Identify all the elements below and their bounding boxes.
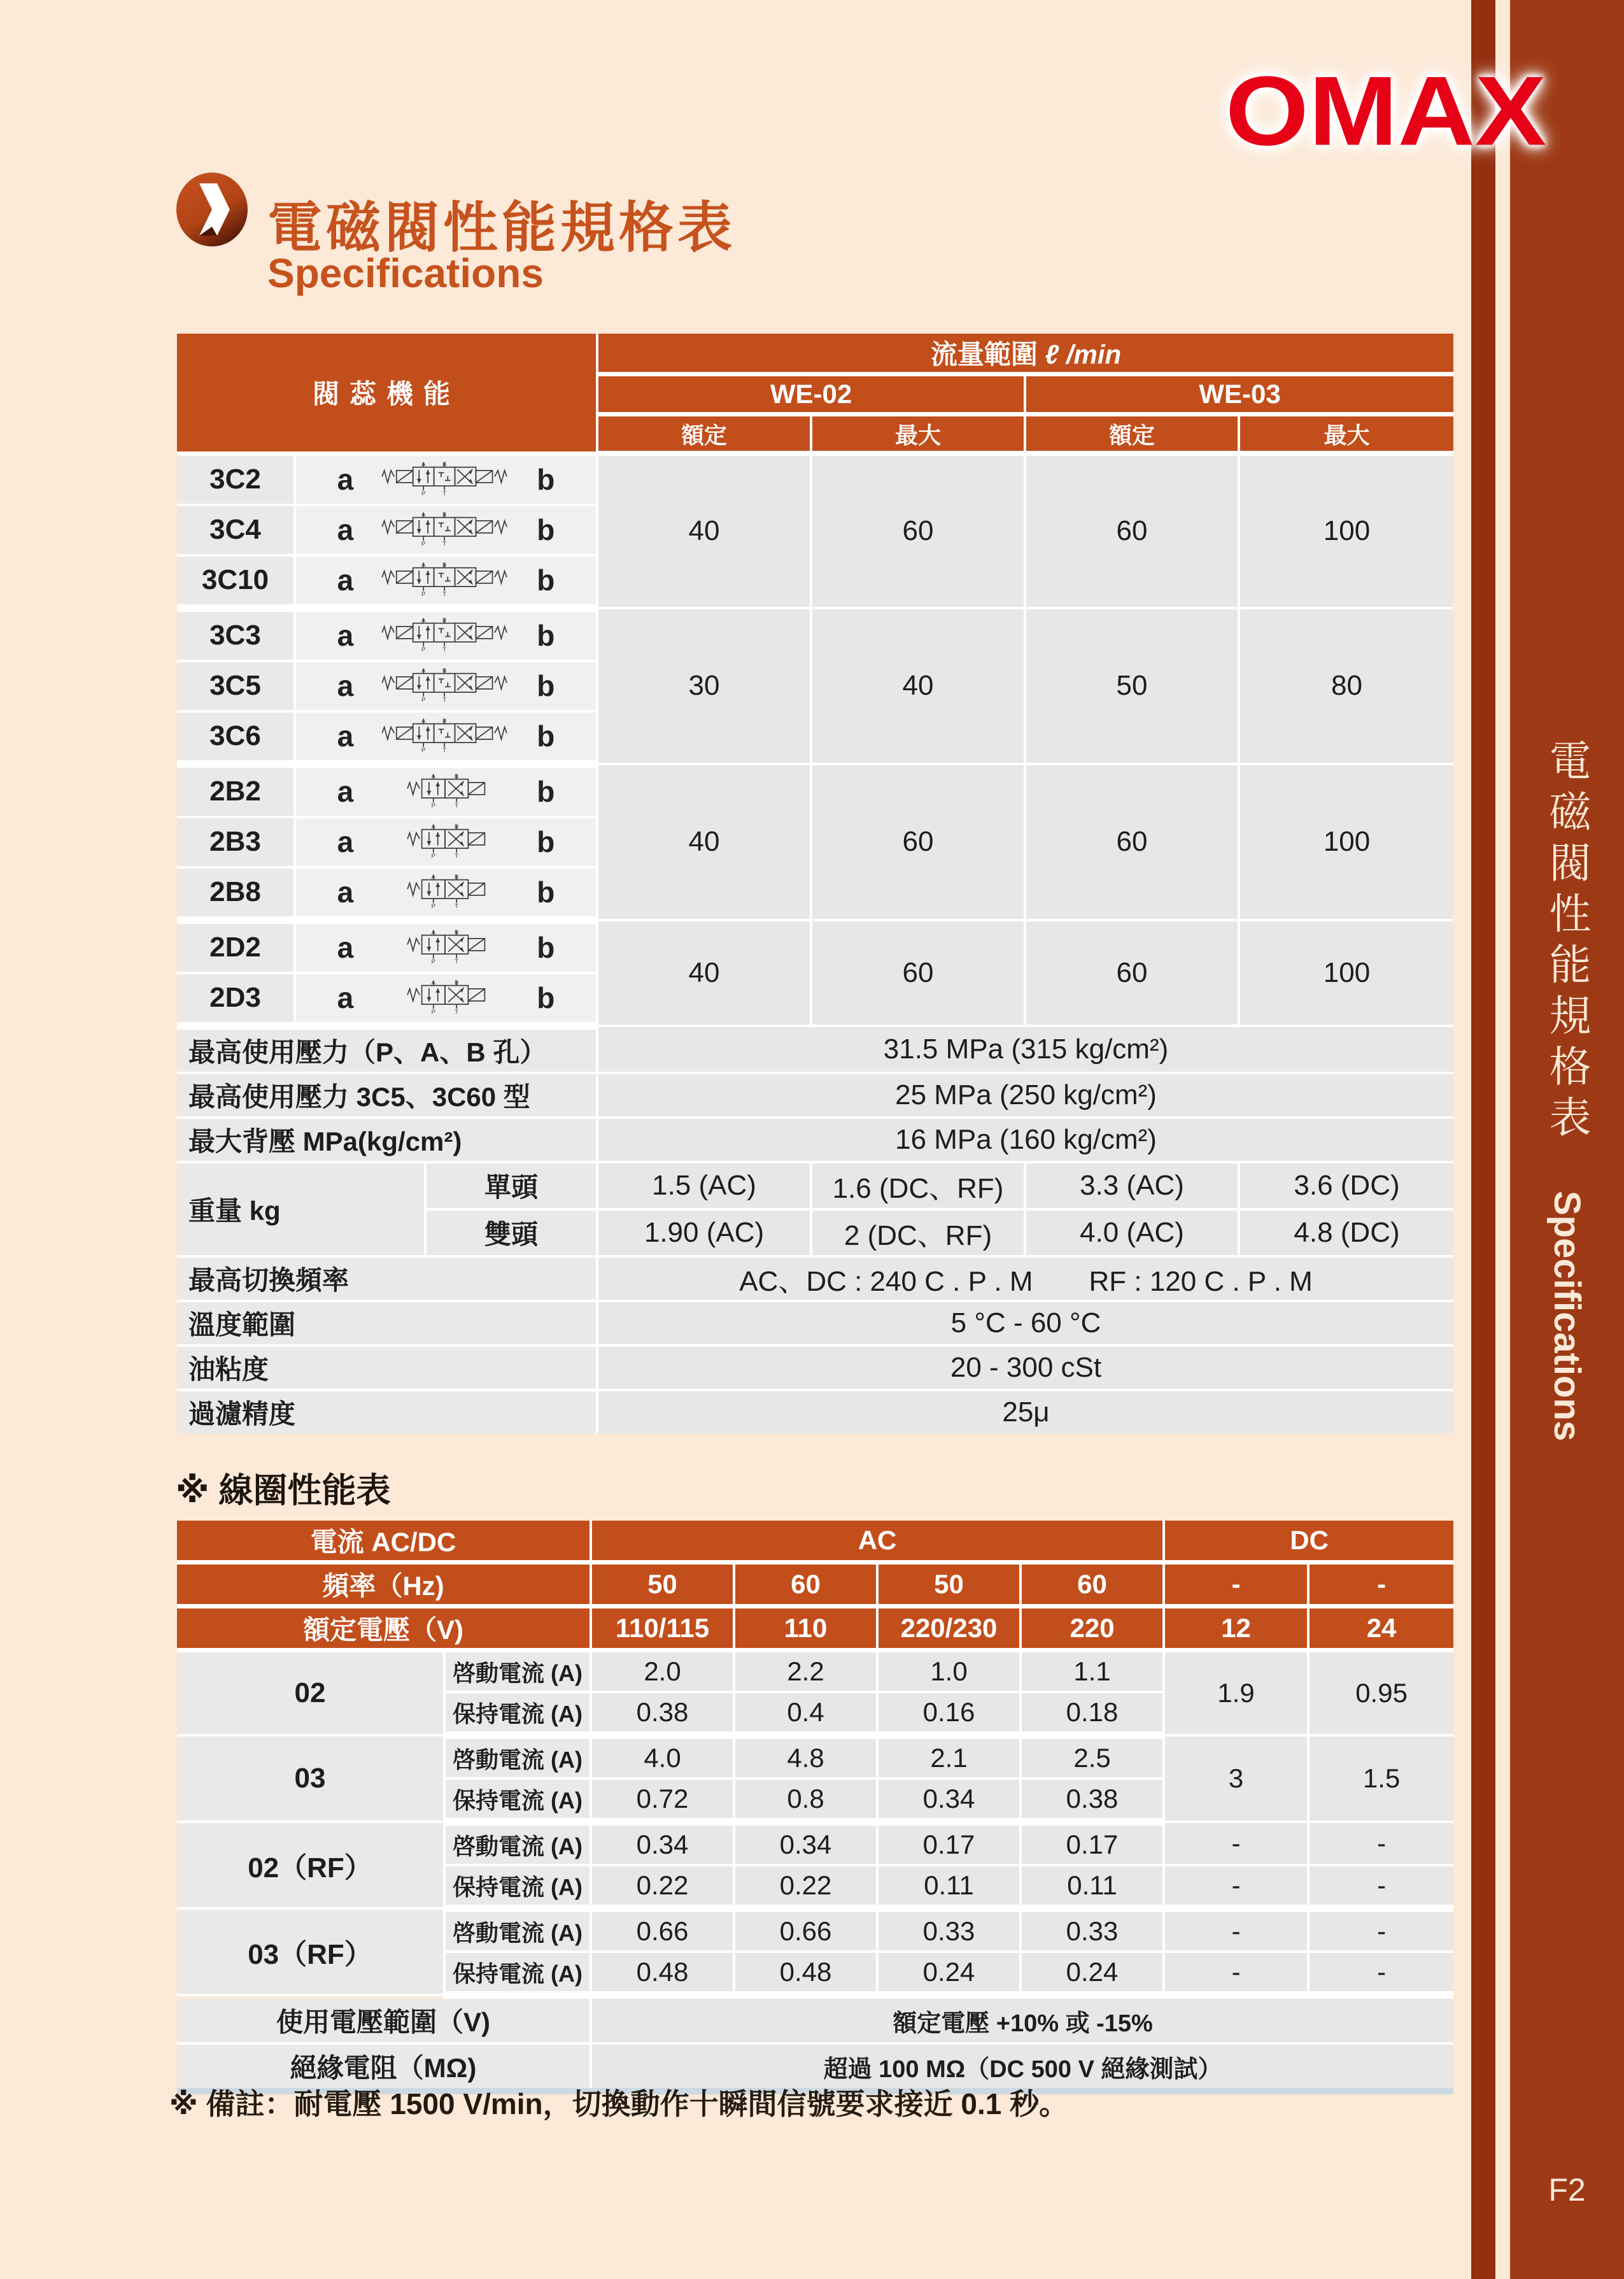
valve-symbol-3-position-icon <box>362 716 528 757</box>
valve-symbol-cell <box>295 764 597 817</box>
svg-text:A: A <box>431 873 436 881</box>
ac-header: AC <box>591 1521 1164 1563</box>
current-value: 0.22 <box>591 1865 734 1908</box>
valve-symbol-3-position-icon <box>362 560 528 601</box>
coil-group-label: 02（RF） <box>177 1822 444 1908</box>
svg-text:B: B <box>455 928 459 936</box>
valve-symbol-cell <box>295 711 597 764</box>
flow-value: 30 <box>597 608 811 764</box>
svg-text:P: P <box>431 852 436 860</box>
flow-value: 60 <box>1025 764 1239 920</box>
svg-text:B: B <box>455 823 459 830</box>
valve-symbol-cell <box>295 608 597 661</box>
current-value: 0.33 <box>877 1908 1020 1952</box>
bottom-row-label: 絕緣電阻（MΩ) <box>177 2043 591 2091</box>
spec-row-value: 25 MPa (250 kg/cm²) <box>597 1073 1453 1118</box>
flow-value: 40 <box>597 764 811 920</box>
flow-value: 50 <box>1025 608 1239 764</box>
subheader-max-we02: 最大 <box>811 415 1025 454</box>
voltage-value: 24 <box>1308 1607 1453 1651</box>
current-value: - <box>1308 1822 1453 1865</box>
svg-text:A: A <box>431 823 436 830</box>
weight-value: 3.3 (AC) <box>1025 1162 1239 1209</box>
flow-value: 60 <box>811 453 1025 608</box>
svg-text:P: P <box>421 590 426 598</box>
coil-table-title: ※ 線圈性能表 <box>176 1472 391 1510</box>
current-value-dc: 3 <box>1164 1735 1308 1822</box>
spec-row-value: 16 MPa (160 kg/cm²) <box>597 1118 1453 1162</box>
spec-row-value: 20 - 300 cSt <box>597 1345 1453 1390</box>
svg-text:T: T <box>442 696 447 704</box>
side-a-label: a <box>337 720 354 753</box>
corner-header: 閥蕊機能 <box>177 334 597 453</box>
flow-value: 60 <box>1025 453 1239 608</box>
current-value: 0.48 <box>734 1952 877 1995</box>
frequency-value: - <box>1164 1563 1308 1607</box>
spec-row-value: 5 °C - 60 °C <box>597 1301 1453 1345</box>
flow-value: 60 <box>811 764 1025 920</box>
weight-value: 1.90 (AC) <box>597 1209 811 1256</box>
hold-current-label: 保持電流 (A) <box>444 1865 591 1908</box>
weight-value: 4.8 (DC) <box>1239 1209 1453 1256</box>
svg-text:P: P <box>431 958 436 965</box>
svg-text:A: A <box>421 511 426 518</box>
flow-range-header <box>597 334 1453 374</box>
voltage-value: 12 <box>1164 1607 1308 1651</box>
weight-value: 1.5 (AC) <box>597 1162 811 1209</box>
start-current-label: 啓動電流 (A) <box>444 1735 591 1778</box>
side-a-label: a <box>337 463 354 496</box>
right-narrow-stripe <box>1471 0 1495 2279</box>
side-a-label: a <box>337 981 354 1014</box>
current-value: 1.0 <box>877 1651 1020 1693</box>
side-b-label: b <box>537 931 555 964</box>
valve-symbol-3-position-icon <box>362 509 528 551</box>
side-b-label: b <box>537 720 555 753</box>
valve-model-label: 2D2 <box>177 920 295 973</box>
spec-row-label: 最高使用壓力（P、A、B 孔） <box>177 1026 597 1073</box>
flow-value: 100 <box>1239 764 1453 920</box>
valve-symbol-cell <box>295 817 597 867</box>
svg-text:P: P <box>431 902 436 910</box>
svg-text:T: T <box>442 590 447 598</box>
current-value: 0.72 <box>591 1778 734 1822</box>
side-b-label: b <box>537 825 555 858</box>
svg-text:T: T <box>455 958 459 965</box>
current-value: 2.5 <box>1020 1735 1164 1778</box>
subheader-max-we03: 最大 <box>1239 415 1453 454</box>
page-title: 電磁閥性能規格表 <box>267 197 736 259</box>
svg-text:A: A <box>421 717 426 725</box>
valve-symbol-cell <box>295 661 597 711</box>
svg-text:P: P <box>421 746 426 754</box>
side-a-label: a <box>337 513 354 546</box>
weight-value: 1.6 (DC、RF) <box>811 1162 1025 1209</box>
side-b-label: b <box>537 564 555 597</box>
subheader-rated-we03: 額定 <box>1025 415 1239 454</box>
current-value: 4.8 <box>734 1735 877 1778</box>
svg-text:B: B <box>442 667 447 674</box>
valve-model-label: 3C2 <box>177 453 295 505</box>
current-value-dc: 0.95 <box>1308 1651 1453 1736</box>
sidebar-title-en: Specifications <box>1546 1191 1588 1442</box>
spec-row-label: 過濾精度 <box>177 1390 597 1433</box>
svg-text:A: A <box>431 772 436 780</box>
col-group-we03: WE-03 <box>1025 374 1453 415</box>
svg-text:P: P <box>431 1008 436 1016</box>
svg-text:B: B <box>455 772 459 780</box>
svg-text:P: P <box>421 540 426 548</box>
side-a-label: a <box>337 775 354 808</box>
valve-symbol-3-position-icon <box>362 615 528 657</box>
svg-text:B: B <box>442 717 447 725</box>
flow-value: 60 <box>1025 920 1239 1026</box>
valve-model-label: 3C5 <box>177 661 295 711</box>
current-value: - <box>1164 1822 1308 1865</box>
valve-symbol-cell <box>295 920 597 973</box>
valve-model-label: 2B8 <box>177 867 295 920</box>
svg-text:P: P <box>421 490 426 497</box>
current-value: - <box>1308 1865 1453 1908</box>
svg-text:B: B <box>442 616 447 624</box>
spec-row-value: 31.5 MPa (315 kg/cm²) <box>597 1026 1453 1073</box>
voltage-value: 220 <box>1020 1607 1164 1651</box>
side-b-label: b <box>537 876 555 909</box>
svg-text:A: A <box>431 928 436 936</box>
current-value: 0.66 <box>734 1908 877 1952</box>
flow-value: 40 <box>811 608 1025 764</box>
bottom-row-label: 使用電壓範圍（V) <box>177 1995 591 2043</box>
svg-text:T: T <box>442 746 447 754</box>
current-value: 0.38 <box>591 1692 734 1735</box>
current-header: 電流 AC/DC <box>177 1521 591 1563</box>
frequency-value: - <box>1308 1563 1453 1607</box>
hold-current-label: 保持電流 (A) <box>444 1778 591 1822</box>
weight-value: 2 (DC、RF) <box>811 1209 1025 1256</box>
flow-range-label: 流量範圍 <box>930 339 1038 369</box>
current-value: 4.0 <box>591 1735 734 1778</box>
frequency-value: 60 <box>1020 1563 1164 1607</box>
side-b-label: b <box>537 981 555 1014</box>
svg-text:B: B <box>442 561 447 569</box>
svg-text:B: B <box>442 460 447 468</box>
side-b-label: b <box>537 513 555 546</box>
spec-row-label: 溫度範圍 <box>177 1301 597 1345</box>
voltage-value: 110 <box>734 1607 877 1651</box>
valve-symbol-2-position-icon <box>362 771 528 813</box>
svg-text:A: A <box>431 979 436 986</box>
coil-group-label: 03 <box>177 1735 444 1822</box>
current-value: 0.34 <box>877 1778 1020 1822</box>
valve-spec-table <box>177 334 1453 1433</box>
hold-current-label: 保持電流 (A) <box>444 1952 591 1995</box>
side-a-label: a <box>337 825 354 858</box>
current-value: 0.34 <box>591 1822 734 1865</box>
side-b-label: b <box>537 619 555 652</box>
svg-text:B: B <box>455 873 459 881</box>
flow-value: 40 <box>597 453 811 608</box>
current-value: 0.17 <box>1020 1822 1164 1865</box>
current-value: - <box>1308 1908 1453 1952</box>
frequency-value: 60 <box>734 1563 877 1607</box>
valve-symbol-cell <box>295 453 597 505</box>
start-current-label: 啓動電流 (A) <box>444 1822 591 1865</box>
spec-row-value: AC、DC : 240 C . P . M RF : 120 C . P . M <box>597 1256 1453 1301</box>
svg-text:T: T <box>455 802 459 809</box>
side-b-label: b <box>537 463 555 496</box>
svg-text:B: B <box>442 511 447 518</box>
chevron-bullet-icon <box>175 172 249 247</box>
current-value: 0.4 <box>734 1692 877 1735</box>
current-value: 0.66 <box>591 1908 734 1952</box>
coil-group-label: 02 <box>177 1651 444 1736</box>
svg-text:T: T <box>442 646 447 653</box>
valve-symbol-cell <box>295 505 597 555</box>
flow-value: 60 <box>811 920 1025 1026</box>
side-a-label: a <box>337 619 354 652</box>
current-value: - <box>1164 1865 1308 1908</box>
flow-value: 100 <box>1239 920 1453 1026</box>
dc-header: DC <box>1164 1521 1453 1563</box>
svg-text:T: T <box>455 852 459 860</box>
svg-text:A: A <box>421 616 426 624</box>
frequency-value: 50 <box>877 1563 1020 1607</box>
svg-text:P: P <box>421 696 426 704</box>
svg-text:T: T <box>442 490 447 497</box>
side-a-label: a <box>337 876 354 909</box>
current-value: 0.8 <box>734 1778 877 1822</box>
svg-text:T: T <box>455 902 459 910</box>
valve-symbol-cell <box>295 867 597 920</box>
valve-symbol-cell <box>295 555 597 608</box>
valve-model-label: 3C4 <box>177 505 295 555</box>
weight-value: 4.0 (AC) <box>1025 1209 1239 1256</box>
svg-text:T: T <box>442 540 447 548</box>
spec-row-label: 最高切換頻率 <box>177 1256 597 1301</box>
valve-symbol-2-position-icon <box>362 927 528 969</box>
bottom-row-value: 超過 100 MΩ（DC 500 V 絕緣測試） <box>591 2043 1453 2091</box>
side-a-label: a <box>337 931 354 964</box>
side-a-label: a <box>337 669 354 702</box>
weight-label: 重量 kg <box>177 1162 425 1256</box>
frequency-label: 頻率（Hz) <box>177 1563 591 1607</box>
current-value: 0.16 <box>877 1692 1020 1735</box>
current-value: 0.34 <box>734 1822 877 1865</box>
spec-row-label: 最大背壓 MPa(kg/cm²) <box>177 1118 597 1162</box>
voltage-label: 額定電壓（V) <box>177 1607 591 1651</box>
col-group-we02: WE-02 <box>597 374 1025 415</box>
current-value: 0.24 <box>1020 1952 1164 1995</box>
valve-model-label: 2D3 <box>177 973 295 1026</box>
weight-subrow-label: 雙頭 <box>425 1209 597 1256</box>
current-value: 1.1 <box>1020 1651 1164 1693</box>
current-value: 0.11 <box>1020 1865 1164 1908</box>
current-value: 0.38 <box>1020 1778 1164 1822</box>
coil-group-label: 03（RF） <box>177 1908 444 1995</box>
frequency-value: 50 <box>591 1563 734 1607</box>
side-a-label: a <box>337 564 354 597</box>
current-value: 0.11 <box>877 1865 1020 1908</box>
svg-text:A: A <box>421 667 426 674</box>
start-current-label: 啓動電流 (A) <box>444 1651 591 1693</box>
omax-logo: OMAX <box>1225 55 1546 166</box>
current-value-dc: 1.5 <box>1308 1735 1453 1822</box>
side-b-label: b <box>537 669 555 702</box>
current-value: 0.17 <box>877 1822 1020 1865</box>
valve-model-label: 3C3 <box>177 608 295 661</box>
valve-symbol-cell <box>295 973 597 1026</box>
weight-value: 3.6 (DC) <box>1239 1162 1453 1209</box>
flow-value: 40 <box>597 920 811 1026</box>
voltage-value: 110/115 <box>591 1607 734 1651</box>
svg-text:A: A <box>421 460 426 468</box>
current-value: 0.24 <box>877 1952 1020 1995</box>
side-b-label: b <box>537 775 555 808</box>
footnote: ※ 備註：耐電壓 1500 V/min，切換動作十瞬間信號要求接近 0.1 秒。 <box>169 2087 1069 2120</box>
current-value: 0.48 <box>591 1952 734 1995</box>
flow-unit-label: ℓ /min <box>1045 339 1122 369</box>
current-value: 0.22 <box>734 1865 877 1908</box>
valve-symbol-3-position-icon <box>362 459 528 501</box>
valve-model-label: 2B2 <box>177 764 295 817</box>
current-value: 2.1 <box>877 1735 1020 1778</box>
current-value: 2.0 <box>591 1651 734 1693</box>
svg-text:A: A <box>421 561 426 569</box>
bottom-row-value: 額定電壓 +10% 或 -15% <box>591 1995 1453 2043</box>
current-value: - <box>1164 1952 1308 1995</box>
start-current-label: 啓動電流 (A) <box>444 1908 591 1952</box>
spec-row-label: 最高使用壓力 3C5、3C60 型 <box>177 1073 597 1118</box>
valve-symbol-2-position-icon <box>362 872 528 913</box>
page-subtitle: Specifications <box>267 250 544 296</box>
valve-symbol-2-position-icon <box>362 977 528 1019</box>
current-value: - <box>1164 1908 1308 1952</box>
valve-symbol-3-position-icon <box>362 665 528 707</box>
spec-row-value: 25μ <box>597 1390 1453 1433</box>
page-number: F2 <box>1548 2172 1586 2208</box>
svg-text:B: B <box>455 979 459 986</box>
current-value: 0.33 <box>1020 1908 1164 1952</box>
valve-model-label: 3C10 <box>177 555 295 608</box>
coil-performance-table <box>177 1521 1453 2094</box>
voltage-value: 220/230 <box>877 1607 1020 1651</box>
current-value: 2.2 <box>734 1651 877 1693</box>
sidebar-title-zh: 電磁閥性能規格表 <box>1543 739 1590 1146</box>
spec-row-label: 油粘度 <box>177 1345 597 1390</box>
weight-subrow-label: 單頭 <box>425 1162 597 1209</box>
svg-text:P: P <box>431 802 436 809</box>
valve-symbol-2-position-icon <box>362 821 528 863</box>
subheader-rated-we02: 額定 <box>597 415 811 454</box>
flow-value: 100 <box>1239 453 1453 608</box>
current-value: - <box>1308 1952 1453 1995</box>
valve-model-label: 3C6 <box>177 711 295 764</box>
svg-text:P: P <box>421 646 426 653</box>
sidebar-vertical-title <box>1510 739 1624 1579</box>
svg-text:T: T <box>455 1008 459 1016</box>
current-value: 0.18 <box>1020 1692 1164 1735</box>
hold-current-label: 保持電流 (A) <box>444 1692 591 1735</box>
valve-model-label: 2B3 <box>177 817 295 867</box>
flow-value: 80 <box>1239 608 1453 764</box>
current-value-dc: 1.9 <box>1164 1651 1308 1736</box>
